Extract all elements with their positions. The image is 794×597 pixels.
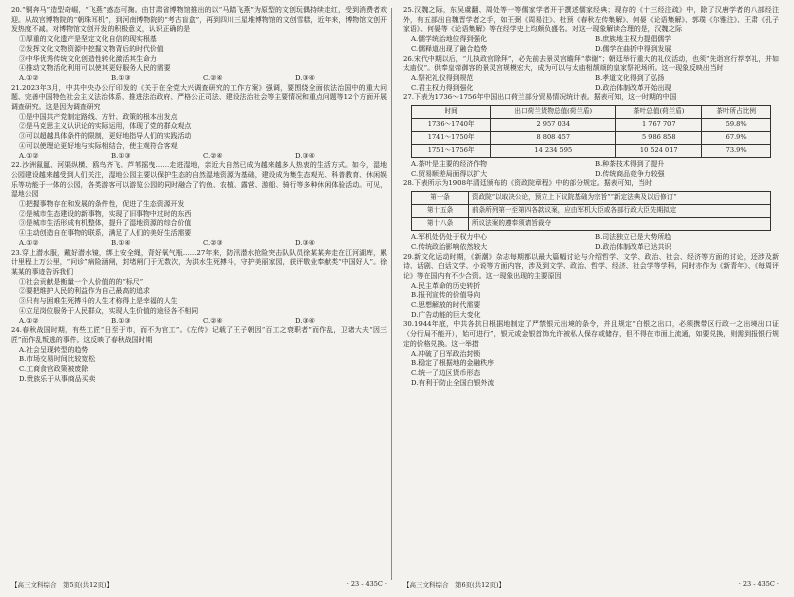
answer-options [403, 160, 779, 170]
question-26 [403, 55, 779, 94]
statement-2: ②是城市生态建设的新事物，实现了旧事物中过时的东西 [19, 209, 192, 218]
answer-options [403, 74, 779, 84]
table-cell: 67.9% [702, 132, 771, 145]
table-cell: 73.9% [702, 145, 771, 158]
statement-3: ③可以超越具体条件的限制，更好地指导人们的实践活动 [19, 132, 192, 141]
column-header: 茶叶总值(荷兰盾) [616, 106, 702, 119]
option-c: C.工商食官政策被废除 [19, 365, 89, 374]
table-row [412, 192, 771, 205]
statement-4: ④可以使理论更好地与实际相结合，使主观符合客观 [19, 141, 178, 150]
option-c: C.贸易顺差局面得以扩大 [411, 169, 488, 178]
statement-3: ③是城市生活形成有机整体，提升了湿地资源的综合价值 [19, 219, 192, 228]
answer-options [403, 170, 779, 180]
table-cell: 2 957 034 [491, 119, 616, 132]
option-d: D.传统商品竞争力较强 [595, 169, 665, 178]
option-d: D.广告动能的巨大变化 [411, 310, 481, 319]
page-footer-left [11, 580, 387, 589]
option-b: B.庶族地主权力提倡儒学 [595, 35, 672, 44]
question-stem: 29.新文化运动时期，《新潮》杂志每期都以最大篇幅讨论与介绍哲学、文学、政治、社会、经济等方面的讨论，还涉及新诗、话剧、白话文学、小说等方面内容，涉及到文学、政治、哲学、经济、社会学等学科，同时亦作为《新青年》、《每周评论》等在国内有不少合资。这一现象出现的主要原因 [403, 252, 779, 280]
column-header: 出口荷兰货物总值(荷兰盾) [491, 106, 616, 119]
footer-page-label: 【高三文科综合 第6页(共12页)】 [403, 581, 505, 589]
question-29 [403, 253, 779, 321]
option-c: C.②④ [203, 151, 223, 160]
question-30 [403, 320, 779, 388]
table-cell: 第十八条 [412, 218, 469, 231]
option-b: B.市场交易时间比较宽松 [19, 355, 96, 364]
option-a: A.①② [19, 151, 39, 160]
table-cell: 10 524 017 [616, 145, 702, 158]
option-c: C.②④ [203, 316, 223, 325]
option-d: D.③④ [295, 316, 315, 325]
answer-options [403, 84, 779, 94]
statement-2: ②要把维护人民的利益作为自己最高的追求 [19, 287, 150, 296]
table-row [412, 218, 771, 231]
trade-table [411, 105, 771, 158]
answer-options [11, 239, 387, 249]
option-d: D.③④ [295, 238, 315, 247]
table-cell: 第一条 [412, 192, 469, 205]
answer-options [11, 152, 387, 162]
table-row [412, 132, 771, 145]
option-b: B.司法独立已是大势所趋 [595, 233, 672, 242]
table-cell: 5 986 858 [616, 132, 702, 145]
statement-1: ①社会贡献是衡量一个人价值的的“标尺” [19, 277, 144, 286]
table-row [412, 145, 771, 158]
option-c: C.②④ [203, 73, 223, 82]
statement-4: ④主动创造自在事物的联系，满足了人们的美好生活需要 [19, 229, 192, 238]
option-c: C.思想解放的时代需要 [411, 301, 481, 310]
option-a: A.祭祀礼仪得到规范 [411, 73, 474, 82]
footer-code: · 23 - 435C · [346, 580, 387, 588]
question-stem: 21.2023年3月，中共中央办公厅印发的《关于在全党大兴调查研究的工作方案》强调，要围绕全面依法治国中的重大问题、完善中国特色社会主义法治体系、推进法治政府、严格公正司法、建设法治社会等主要情况和重点问题等12个方面开展调查研究。这是因为调查研究 [11, 83, 387, 112]
option-a: A.军机处仍处于权力中心 [411, 233, 488, 242]
question-stem: 24.春秋战国时期，有些工匠“日至于市，而不为官工”。《左传》记载了王子朝因“百工之衰职者”而作乱，卫诸大夫“因三匠”而作乱叛逃的事件。这反映了春秋战国时期 [11, 326, 387, 344]
regulation-table [411, 191, 771, 231]
option-b: B.种茶技术得到了提升 [595, 160, 665, 169]
option-a: A.冲破了日军政治封锁 [411, 349, 481, 358]
option-b: B.①③ [111, 151, 131, 160]
column-header: 茶叶所占比例 [702, 106, 771, 119]
answer-options [11, 317, 387, 327]
page-footer-right [403, 580, 779, 589]
option-a: A.儒学统治地位得到强化 [411, 35, 488, 44]
question-stem: 23.穿上潜水服，戴好潜水镜，绑上安全绳，背好氧气瓶……27年来，防汛潜水抢险突击队队员徐某某奔走在江河湖库，累计里程上万公里，“问诊”病险涵闸，封堵闸门于无数次，为洪水生死搏斗，守护美丽家园，获评敬业奉献类“中国好人”。徐某某的事迹告诉我们 [11, 248, 387, 276]
option-d: D.政治体制改革已达共识 [595, 242, 672, 251]
table-cell: 所议法案的遵奉须请旨裁夺 [469, 218, 771, 231]
question-stem: 22.沙洲氤氲、河渠纵横、鸥鸟齐飞、芦苇摇曳……走进湿地，亲近大自然已成为越来越多人热衷的生活方式。如今，湿地公园建设越来越受到人们关注，湿地公园主要以保护生态的自然湿地资源为基础，建设成为集生态观光、科普教育、休闲娱乐等功能于一体的公园，各类游客可以游览公园的同时融合了钓鱼、农植、露营、游船、骑行等多种休闲体验活动。可见，湿地公园 [11, 161, 387, 199]
option-a: A.①② [19, 238, 39, 247]
option-d: D.贵族乐于从事商品买卖 [19, 374, 96, 383]
table-cell: 第十五条 [412, 205, 469, 218]
statement-2: ②是马克思主义认识论的实际运用，体现了党的群众观点 [19, 122, 192, 131]
option-d: D.政治体制改革开始出现 [595, 83, 672, 92]
option-c: C.儒释道出现了融合趋势 [411, 44, 488, 53]
column-header: 时间 [412, 106, 491, 119]
answer-options [403, 35, 779, 45]
answer-options [403, 45, 779, 55]
footer-page-label: 【高三文科综合 第5页(共12页)】 [11, 581, 113, 589]
question-22 [11, 161, 387, 248]
right-page [403, 6, 779, 388]
answer-options [403, 243, 779, 253]
table-cell: 1741～1750年 [412, 132, 491, 145]
question-stem: 20.“铜奔马”造型奇崛，“飞燕”惑态可掬。由甘肃省博物馆推出的以“马踏飞燕”为原型的文创玩偶持续走红，受到消费者欢迎。从故宫博物院的“朝珠耳机”，到河南博物院的“考古盲盒”，再到四川三星堆博物馆的文创雪糕，近年来，博物馆文创开发热度不减。对博物馆文创开发的积极意义，认识正确的是 [11, 6, 387, 34]
table-cell: 59.8% [702, 119, 771, 132]
question-24 [11, 326, 387, 384]
table-row [412, 119, 771, 132]
option-d: D.③④ [295, 151, 315, 160]
question-stem: 26.宋代中期以后，“儿执政官除拜”，必先前去景灵宫瞻拜“恭谢”；朝廷举行重大的礼仪活动，也须“先诣宫行荐享礼，并如太庙仪”。供奉皇帝御容的景灵宫规模宏大，成为可以与太庙相颉颃的皇家祭祀场所。这一现象反映出当时 [403, 54, 779, 73]
question-stem: 30.1944年底，中共各抗日根据地制定了严禁银元出境的条令，并且规定“白银之出口，必须携带区行政一之出境出口证（分行局不能开），始可进行”，银元或金银首饰允许被私人保存或储存，但不得在市面上流通，如要兑换，则需到报银行规定的价格兑换。这一举措 [403, 320, 779, 348]
statement-3: ③只有与困难生死搏斗的人生才称得上是幸福的人生 [19, 297, 178, 306]
table-row [412, 205, 771, 218]
option-a: A.社会呈现转型的趋势 [19, 345, 89, 354]
option-b: B.稳定了根据地的金融秩序 [411, 359, 495, 368]
option-d: D.③④ [295, 73, 315, 82]
statement-1: ①是中国共产党制定路线、方针、政策的根本出发点 [19, 112, 178, 121]
option-c: C.传统政治影响依然较大 [411, 242, 488, 251]
question-20 [11, 6, 387, 84]
option-c: C.统一了边区货币形态 [411, 368, 481, 377]
statement-1: ①厚重的文化遗产是坚定文化自信的现实根基 [19, 35, 157, 44]
option-c: C.②③ [203, 238, 223, 247]
table-header-row [412, 106, 771, 119]
option-b: B.①④ [111, 238, 131, 247]
statement-3: ③中华优秀传统文化创造性转化激活其生命力 [19, 54, 157, 63]
option-b: B.①③ [111, 316, 131, 325]
page-divider [391, 8, 392, 580]
option-a: A.茶叶是主要的经济作物 [411, 160, 488, 169]
question-28 [403, 179, 779, 252]
table-cell: 1736～1740年 [412, 119, 491, 132]
question-21 [11, 84, 387, 162]
question-25 [403, 6, 779, 55]
question-stem: 25.汉魏之际，东吴虞翻、周处等一等儒家学者开于撰述儒家经典；现存的《十三经注疏》中，除了汉唐学者的八部经注外，有五部出自魏晋学者之手，如王弼《周易注》、杜预《春秋左传集解》、何晏《论语集解》、郭璞《尔雅注》、王肃《孔子家语》、何晏等《论语集解》等在经学史上均颇负盛名。对这一现象解读合理的是，汉魏之际 [403, 6, 779, 34]
table-cell: 1 767 707 [616, 119, 702, 132]
option-b: B.孝道文化得到了弘扬 [595, 73, 665, 82]
question-27 [403, 93, 779, 179]
question-stem: 28.下表所示为1908年清廷颁布的《资政院章程》中的部分规定。据表可知，当时 [403, 179, 652, 188]
table-cell: 前条所列第一至第四各款议案，应由军机大臣或各部行政大臣先期拟定 [469, 205, 771, 218]
option-a: A.①② [19, 73, 39, 82]
option-b: B.报刊宣传的价值导向 [411, 291, 481, 300]
table-cell: 1751～1756年 [412, 145, 491, 158]
table-cell: 资政院“以取决公论，预立上下议院基础为宗旨”“新定法典及以后修订” [469, 192, 771, 205]
footer-code: · 23 - 435C · [738, 580, 779, 588]
answer-options [11, 74, 387, 84]
statement-4: ④立足岗位服务于人民群众，实现人生价值的途径各不相同 [19, 306, 199, 315]
statement-4: ④推动文物活化利用可以使其更好服务人民的需要 [19, 64, 171, 73]
option-a: A.民主革命的历史转折 [411, 281, 481, 290]
left-page [11, 6, 387, 384]
option-c: C.君主权力得到强化 [411, 83, 474, 92]
question-stem: 27.下表为1736～1756年中国出口荷兰部分贸易情况统计表。据表可知，这一时期的中国 [403, 93, 677, 102]
table-cell: 14 234 595 [491, 145, 616, 158]
option-a: A.①② [19, 316, 39, 325]
statement-2: ②发挥文化文物资源中挖掘文物背后的时代价值 [19, 44, 164, 53]
option-d: D.儒学在曲折中得到发展 [595, 44, 672, 53]
option-d: D.有利于防止全国白银外流 [411, 378, 495, 387]
statement-1: ①把握事物存在和发展的条件性，促进了生态资源开发 [19, 200, 185, 209]
option-b: B.①③ [111, 73, 131, 82]
table-cell: 8 808 457 [491, 132, 616, 145]
question-23 [11, 249, 387, 327]
answer-options [403, 233, 779, 243]
